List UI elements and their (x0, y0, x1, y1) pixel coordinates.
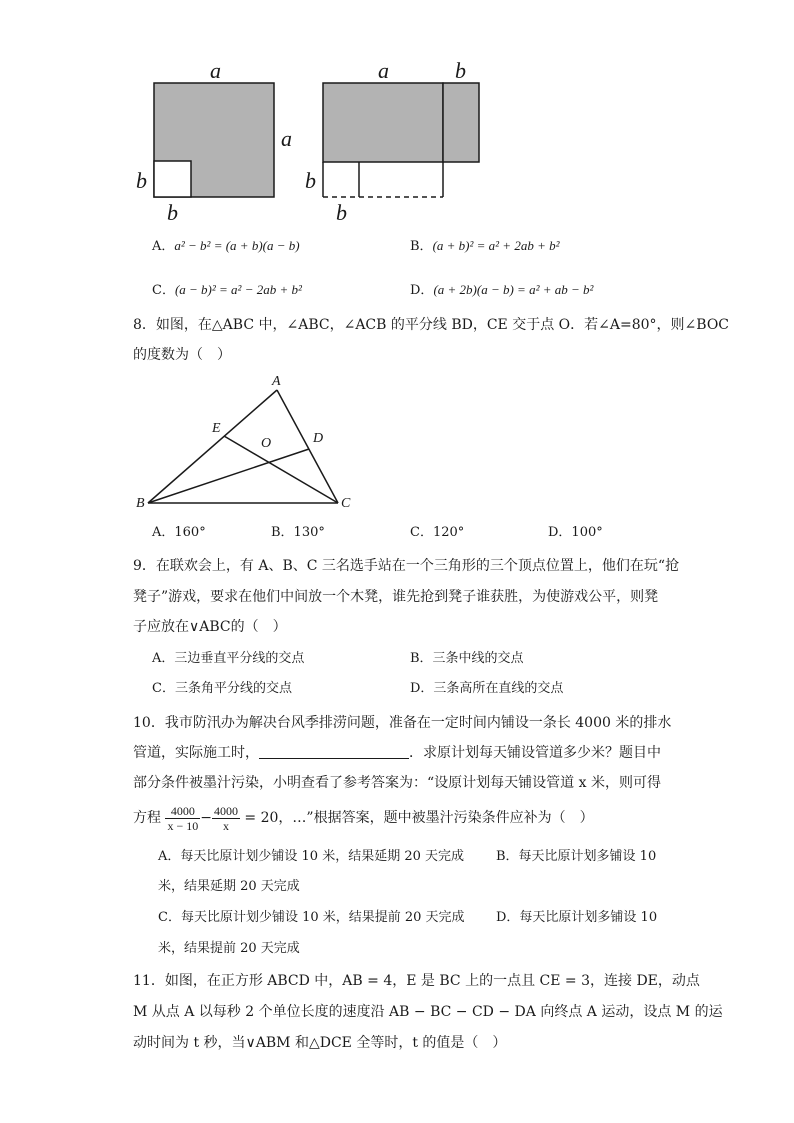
tri-side-ab (148, 390, 277, 503)
q9-option-a[interactable]: A．三边垂直平分线的交点 (152, 651, 305, 666)
q10-frac2-den: x (222, 818, 229, 833)
fig2-label-a-top: a (378, 58, 389, 83)
q7-option-a-label: A． (152, 239, 175, 254)
q7-option-a[interactable] (152, 236, 300, 257)
q10-fraction-2 (212, 804, 240, 833)
q7-option-d-expr: (a + 2b)(a − b) = a² + ab − b² (433, 282, 594, 297)
q10-option-d-line1[interactable]: D．每天比原计划多铺设 10 (496, 910, 658, 925)
tri-side-ac (277, 390, 338, 503)
tri-label-b: B (136, 496, 145, 511)
q10-option-c[interactable]: C．每天比原计划少铺设 10 米，结果提前 20 天完成 (158, 910, 465, 925)
q11-stem-line3: 动时间为 t 秒，当∨ABM 和△DCE 全等时，t 的值是（ ） (133, 1035, 507, 1051)
q8-stem-line2: 的度数为（ ） (133, 347, 231, 363)
q10-frac2-num: 4000 (213, 803, 238, 818)
q10-frac1-den: x − 10 (167, 818, 199, 833)
tri-label-c: C (341, 496, 351, 511)
q8-option-d[interactable]: D．100° (548, 525, 603, 540)
q10-fraction-1 (165, 804, 200, 833)
q7-option-b-label: B． (410, 239, 433, 254)
q8-option-a[interactable]: A．160° (152, 525, 206, 540)
fig1-label-a-right: a (281, 126, 292, 151)
q9-option-b[interactable]: B．三条中线的交点 (410, 651, 524, 666)
fig2-main-rect (323, 83, 443, 162)
q9-stem-line3: 子应放在∨ABC的（ ） (133, 619, 287, 635)
q11-stem-line1: 11．如图，在正方形 ABCD 中，AB = 4，E 是 BC 上的一点且 CE = 3，连接 DE，动点 (133, 973, 700, 989)
q10-stem-line4 (133, 800, 594, 836)
q9-option-c[interactable]: C．三条角平分线的交点 (152, 681, 292, 696)
fig1-label-a-top: a (210, 58, 221, 83)
tri-label-e: E (212, 421, 221, 436)
q10-stem-line3: 部分条件被墨汁污染，小明查看了参考答案为：“设原计划每天铺设管道 x 米，则可得 (133, 775, 661, 791)
fig1-label-b-bottom: b (167, 200, 178, 225)
fig2-side-rect (443, 83, 479, 162)
fig1-label-b-left: b (136, 168, 147, 193)
q7-option-b-expr: (a + b)² = a² + 2ab + b² (432, 238, 560, 253)
fig1-small-square (154, 161, 191, 197)
q7-option-d[interactable] (410, 280, 593, 301)
fig2-label-b-left: b (305, 168, 316, 193)
q7-option-b[interactable] (410, 236, 560, 257)
q10-line2-end: ．求原计划每天铺设管道多少米？题目中 (409, 745, 661, 761)
q11-stem-line2: M 从点 A 以每秒 2 个单位长度的速度沿 AB − BC − CD − DA 向终点 A 运动，设点 M 的运 (133, 1004, 723, 1020)
q7-option-c-label: C． (152, 283, 175, 298)
q10-option-b-line1[interactable]: B．每天比原计划多铺设 10 (496, 849, 657, 864)
q10-option-b-line2[interactable]: 米，结果延期 20 天完成 (158, 879, 300, 894)
fig2-label-b-top: b (455, 58, 466, 83)
q10-stem-line1: 10．我市防汛办为解决台风季排涝问题，准备在一定时间内铺设一条长 4000 米的排水 (133, 715, 672, 731)
q10-option-a[interactable]: A．每天比原计划少铺设 10 米，结果延期 20 天完成 (158, 849, 465, 864)
q9-option-d[interactable]: D．三条高所在直线的交点 (410, 681, 564, 696)
q8-option-c[interactable]: C．120° (410, 525, 465, 540)
q7-option-c-expr: (a − b)² = a² − 2ab + b² (174, 282, 302, 297)
q10-blank (259, 744, 409, 759)
q10-option-d-line2[interactable]: 米，结果提前 20 天完成 (158, 941, 300, 956)
fig2-label-b-bottom: b (336, 200, 347, 225)
q10-line2-start: 管道，实际施工时， (133, 745, 259, 761)
q10-line4-end: = 20，…”根据答案，题中被墨汁污染条件应补为（ ） (244, 810, 594, 826)
q7-option-c[interactable] (152, 280, 302, 301)
q9-stem-line2: 凳子”游戏，要求在他们中间放一个木凳，谁先抢到凳子谁获胜，为使游戏公平，则凳 (133, 589, 659, 605)
q8-option-b[interactable]: B．130° (271, 525, 325, 540)
q9-stem-line1: 9．在联欢会上，有 A、B、C 三名选手站在一个三角形的三个顶点位置上，他们在玩“抢 (133, 558, 680, 574)
q10-stem-line2 (133, 743, 661, 763)
q10-minus: − (200, 810, 212, 826)
tri-bisector-bd (148, 449, 309, 503)
tri-label-o: O (261, 436, 272, 451)
q7-figure (0, 0, 794, 210)
q10-frac1-num: 4000 (165, 804, 200, 819)
q8-stem-line1: 8．如图，在△ABC 中，∠ABC，∠ACB 的平分线 BD，CE 交于点 O．若∠A=80°，则∠BOC (133, 317, 730, 333)
tri-label-a: A (272, 374, 281, 389)
q8-triangle-figure (0, 360, 794, 520)
q7-option-a-expr: a² − b² = (a + b)(a − b) (174, 238, 300, 253)
q10-line4-start: 方程 (133, 810, 161, 826)
tri-label-d: D (313, 431, 324, 446)
q7-option-d-label: D． (410, 283, 434, 298)
